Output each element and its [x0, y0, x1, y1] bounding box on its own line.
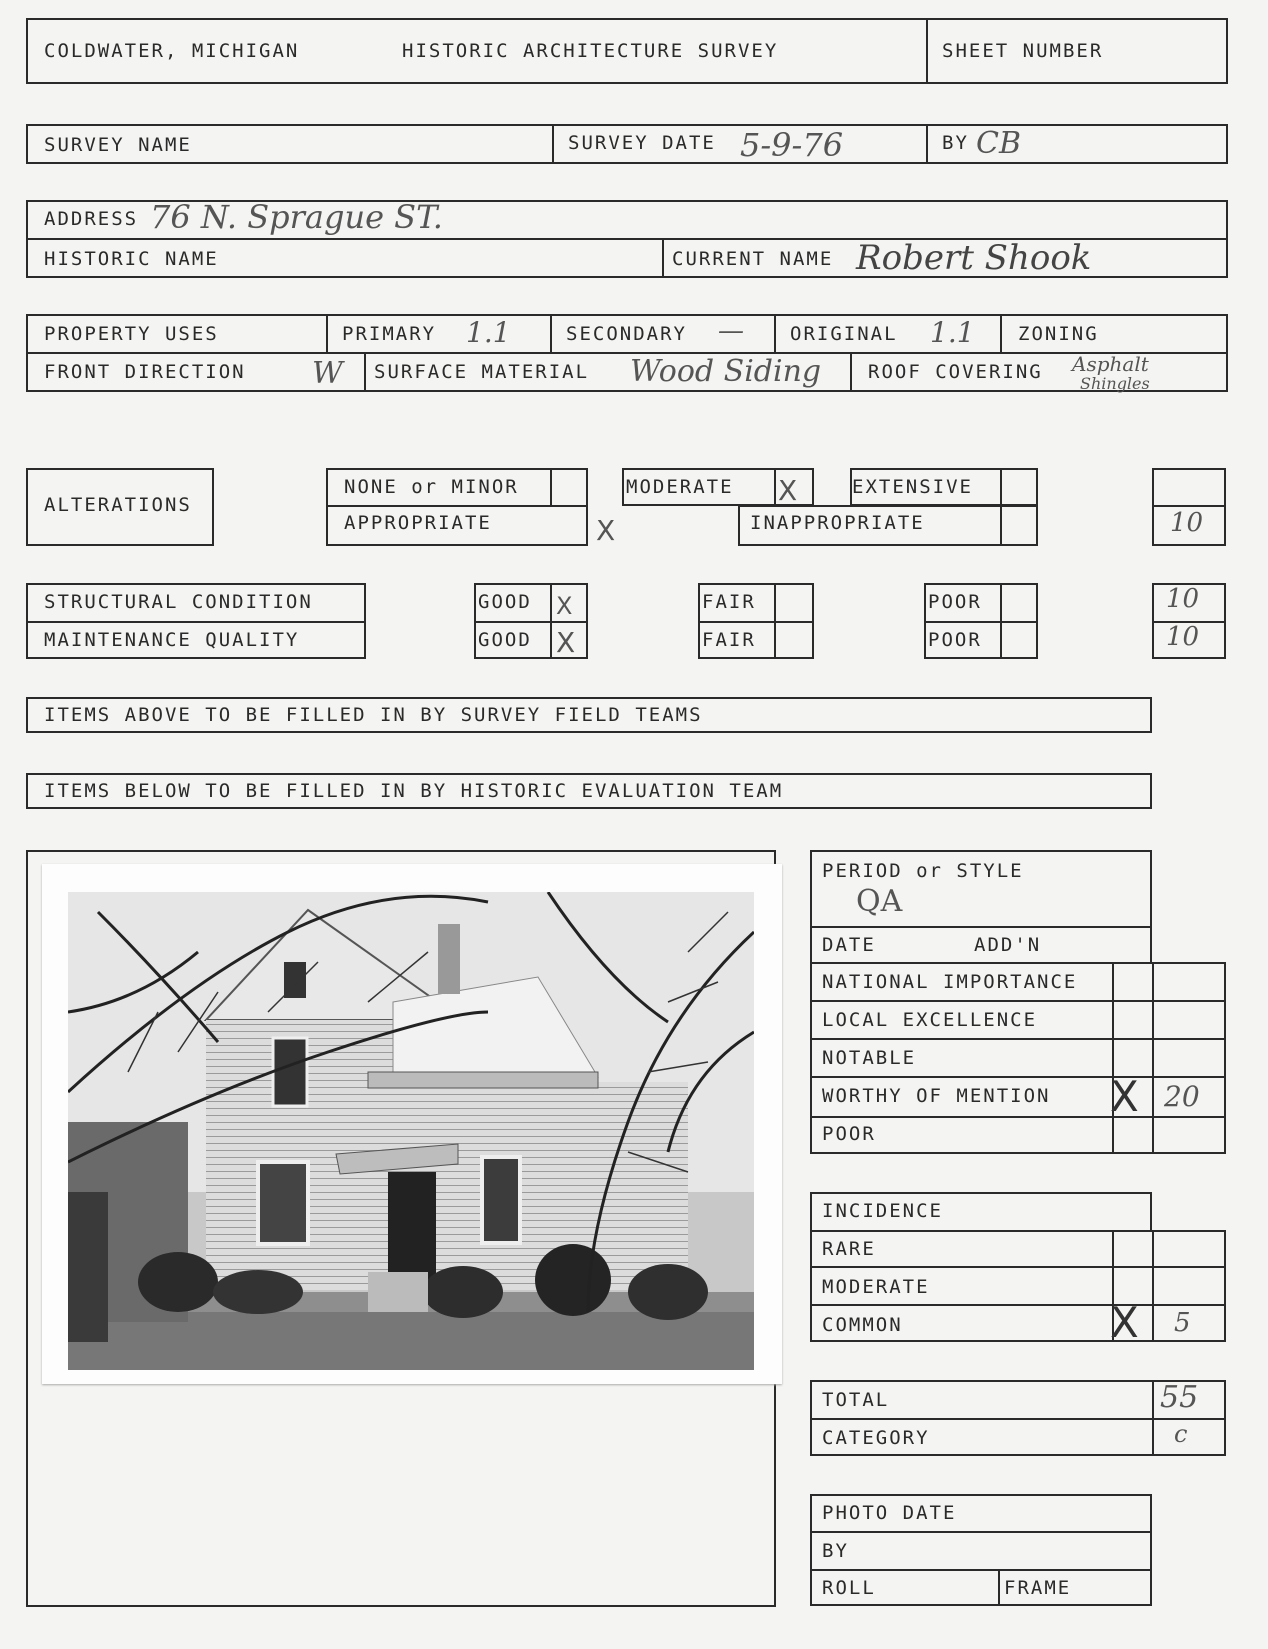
category-label: CATEGORY [822, 1427, 930, 1449]
common-label: COMMON [822, 1314, 903, 1336]
national-importance-label: NATIONAL IMPORTANCE [822, 971, 1078, 993]
secondary-value: — [718, 316, 744, 346]
property-uses-label: PROPERTY USES [44, 323, 219, 345]
common-mark: X [1110, 1298, 1139, 1347]
address-value: 76 N. Sprague ST. [150, 198, 443, 236]
roof-covering-value-1: Asphalt [1072, 352, 1149, 376]
period-style-value: QA [856, 884, 903, 919]
original-label: ORIGINAL [790, 323, 898, 345]
none-minor-label: NONE or MINOR [344, 476, 519, 498]
incidence-moderate-label: MODERATE [822, 1276, 930, 1298]
worthy-of-mention-label: WORTHY OF MENTION [822, 1085, 1051, 1107]
maintenance-good-mark: X [556, 626, 576, 659]
extensive-label: EXTENSIVE [852, 476, 973, 498]
alterations-label: ALTERATIONS [44, 494, 192, 516]
address-label: ADDRESS [44, 208, 139, 230]
front-direction-value: W [312, 356, 343, 391]
primary-label: PRIMARY [342, 323, 437, 345]
maintenance-poor-label: POOR [928, 629, 982, 651]
moderate-label: MODERATE [626, 476, 734, 498]
moderate-mark: X [778, 474, 798, 507]
total-value: 55 [1160, 1380, 1199, 1415]
zoning-label: ZONING [1018, 323, 1099, 345]
house-photo [68, 892, 754, 1370]
notable-label: NOTABLE [822, 1047, 917, 1069]
notes-below: ITEMS BELOW TO BE FILLED IN BY HISTORIC EVALUATION TEAM [44, 780, 784, 802]
addn-label: ADD'N [974, 934, 1042, 956]
worthy-mark: X [1110, 1072, 1139, 1121]
secondary-label: SECONDARY [566, 323, 687, 345]
notes-above: ITEMS ABOVE TO BE FILLED IN BY SURVEY FIELD TEAMS [44, 704, 703, 726]
maintenance-quality-label: MAINTENANCE QUALITY [44, 629, 300, 651]
survey-by-value: CB [976, 126, 1021, 161]
photo-date-label: PHOTO DATE [822, 1502, 957, 1524]
structural-condition-label: STRUCTURAL CONDITION [44, 591, 313, 613]
structural-poor-label: POOR [928, 591, 982, 613]
rare-label: RARE [822, 1238, 876, 1260]
structural-good-mark: X [556, 592, 573, 620]
header-city: COLDWATER, MICHIGAN [44, 40, 300, 62]
roof-covering-label: ROOF COVERING [868, 361, 1043, 383]
structural-good-label: GOOD [478, 591, 532, 613]
maintenance-score: 10 [1166, 622, 1200, 652]
survey-by-label: BY [942, 132, 969, 154]
category-value: c [1174, 1420, 1188, 1448]
original-value: 1.1 [930, 316, 975, 349]
frame-label: FRAME [1004, 1577, 1072, 1599]
incidence-label: INCIDENCE [822, 1200, 943, 1222]
worthy-score: 20 [1164, 1080, 1200, 1113]
front-direction-label: FRONT DIRECTION [44, 361, 246, 383]
surface-material-label: SURFACE MATERIAL [374, 361, 590, 383]
date-label: DATE [822, 934, 876, 956]
roll-label: ROLL [822, 1577, 876, 1599]
eval-poor-label: POOR [822, 1123, 876, 1145]
sheet-number-label: SHEET NUMBER [942, 40, 1104, 62]
current-name-value: Robert Shook [856, 238, 1092, 278]
period-style-label: PERIOD or STYLE [822, 860, 1024, 882]
common-score: 5 [1174, 1308, 1191, 1338]
local-excellence-label: LOCAL EXCELLENCE [822, 1009, 1038, 1031]
appropriate-mark: X [596, 514, 616, 547]
survey-name-label: SURVEY NAME [44, 134, 192, 156]
header-title: HISTORIC ARCHITECTURE SURVEY [402, 40, 779, 62]
appropriate-label: APPROPRIATE [344, 512, 492, 534]
roof-covering-value-2: Shingles [1080, 374, 1150, 393]
structural-fair-label: FAIR [702, 591, 756, 613]
inappropriate-label: INAPPROPRIATE [750, 512, 925, 534]
survey-date-label: SURVEY DATE [568, 132, 716, 154]
alterations-score: 10 [1170, 508, 1204, 538]
survey-date-value: 5-9-76 [740, 126, 844, 164]
total-label: TOTAL [822, 1389, 890, 1411]
surface-material-value: Wood Siding [630, 354, 822, 389]
primary-value: 1.1 [466, 316, 511, 349]
maintenance-fair-label: FAIR [702, 629, 756, 651]
current-name-label: CURRENT NAME [672, 248, 834, 270]
maintenance-good-label: GOOD [478, 629, 532, 651]
photo-by-label: BY [822, 1540, 849, 1562]
structural-score: 10 [1166, 584, 1200, 614]
historic-name-label: HISTORIC NAME [44, 248, 219, 270]
